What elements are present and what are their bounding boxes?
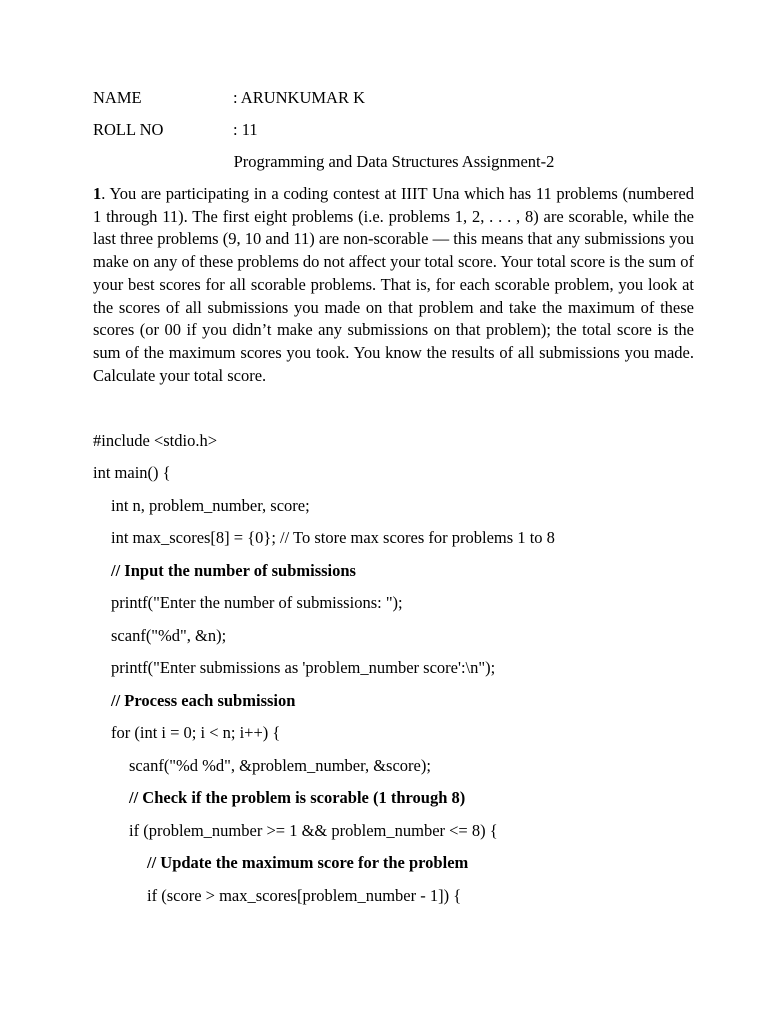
code-comment: // Process each submission <box>111 691 296 710</box>
code-line: int main() { <box>93 463 171 482</box>
name-row <box>93 88 365 108</box>
roll-value: : 11 <box>233 120 258 139</box>
code-line: printf("Enter submissions as 'problem_number score':\n"); <box>111 658 496 677</box>
roll-label: ROLL NO <box>93 120 164 139</box>
question-text: . You are participating in a coding contest at IIIT Una which has 11 problems (numbered 1 through 11). The first eight problems (i.e. problems 1, 2, . . . , 8) are scorable, while the last three problems (9, 10 and 11) are non-scorable — this means that any submissions you make on any of these problems do not affect your total score. Your total score is the sum of your best scores for all scorable problems. That is, for each scorable problem, you look at the scores of all submissions you made on that problem and take the maximum of these scores (or 00 if you didn’t make any submissions on that problem); the total score is the sum of the maximum scores you took. You know the results of all submissions you made. Calculate your total score. <box>93 184 694 385</box>
question-paragraph <box>93 183 694 387</box>
code-line: int max_scores[8] = {0}; // To store max scores for problems 1 to 8 <box>111 528 555 547</box>
roll-row <box>93 120 258 140</box>
name-label: NAME <box>93 88 142 107</box>
code-line: printf("Enter the number of submissions: "); <box>111 593 403 612</box>
code-line: scanf("%d %d", &problem_number, &score); <box>129 756 431 775</box>
code-comment: // Check if the problem is scorable (1 through 8) <box>129 788 466 807</box>
code-line: int n, problem_number, score; <box>111 496 310 515</box>
assignment-title: Programming and Data Structures Assignment-2 <box>233 152 555 171</box>
name-value: : ARUNKUMAR K <box>233 88 366 107</box>
code-line: for (int i = 0; i < n; i++) { <box>111 723 281 742</box>
code-comment: // Update the maximum score for the problem <box>147 853 469 872</box>
code-comment: // Input the number of submissions <box>111 561 356 580</box>
code-line: #include <stdio.h> <box>93 431 218 450</box>
code-line: if (problem_number >= 1 && problem_number <= 8) { <box>129 821 498 840</box>
code-line: if (score > max_scores[problem_number - 1]) { <box>147 886 462 905</box>
question-number: 1 <box>93 184 102 203</box>
code-line: scanf("%d", &n); <box>111 626 227 645</box>
